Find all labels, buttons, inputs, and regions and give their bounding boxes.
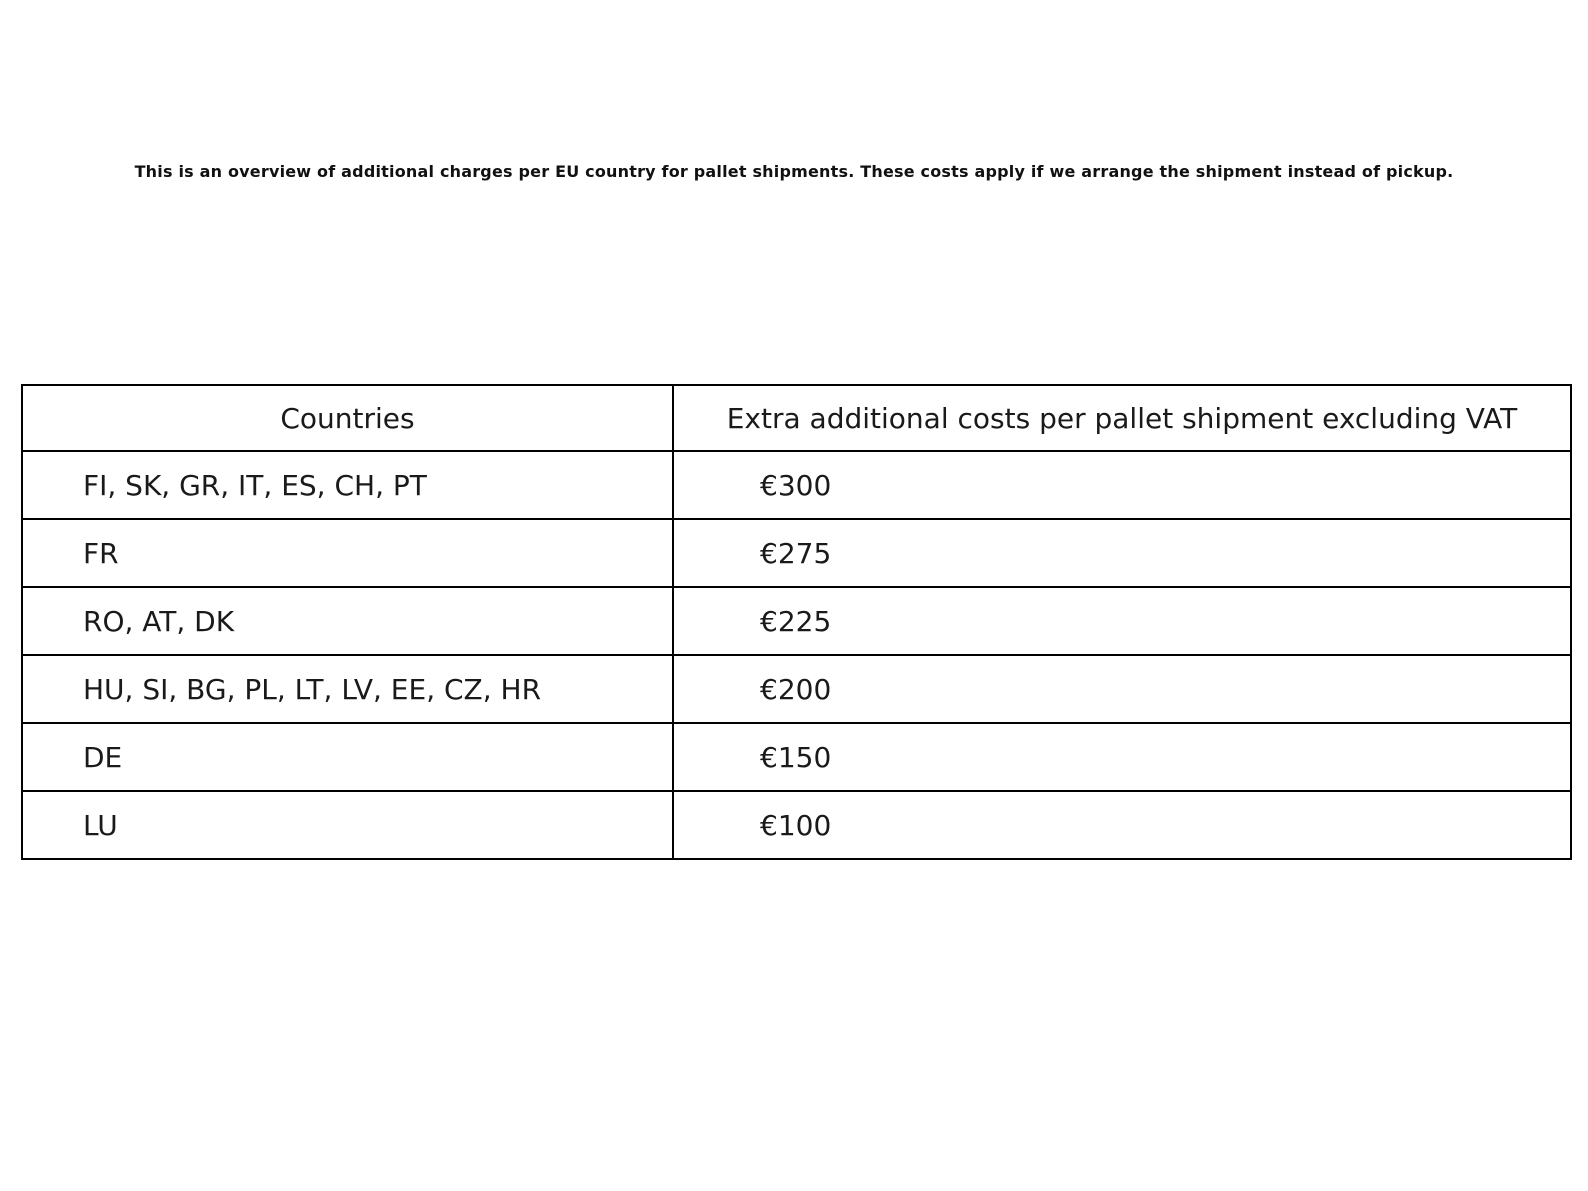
table-row xyxy=(22,587,1571,655)
cost-cell: €100 xyxy=(673,791,1571,859)
table-row xyxy=(22,451,1571,519)
table-row xyxy=(22,791,1571,859)
column-header-extra-costs: Extra additional costs per pallet shipment excluding VAT xyxy=(673,385,1571,451)
countries-cell: FI, SK, GR, IT, ES, CH, PT xyxy=(22,451,673,519)
cost-cell: €300 xyxy=(673,451,1571,519)
countries-cell: LU xyxy=(22,791,673,859)
table-row xyxy=(22,723,1571,791)
table-row xyxy=(22,655,1571,723)
countries-cell: FR xyxy=(22,519,673,587)
shipping-charges-note: This is an overview of additional charges per EU country for pallet shipments. These costs apply if we arrange the shipment instead of pickup. xyxy=(134,162,1454,181)
cost-cell: €225 xyxy=(673,587,1571,655)
cost-cell: €150 xyxy=(673,723,1571,791)
countries-cell: DE xyxy=(22,723,673,791)
countries-cell: HU, SI, BG, PL, LT, LV, EE, CZ, HR xyxy=(22,655,673,723)
table-row xyxy=(22,519,1571,587)
cost-cell: €200 xyxy=(673,655,1571,723)
countries-cell: RO, AT, DK xyxy=(22,587,673,655)
cost-cell: €275 xyxy=(673,519,1571,587)
table-header-row xyxy=(22,385,1571,451)
charges-table xyxy=(21,384,1572,860)
column-header-countries: Countries xyxy=(22,385,673,451)
